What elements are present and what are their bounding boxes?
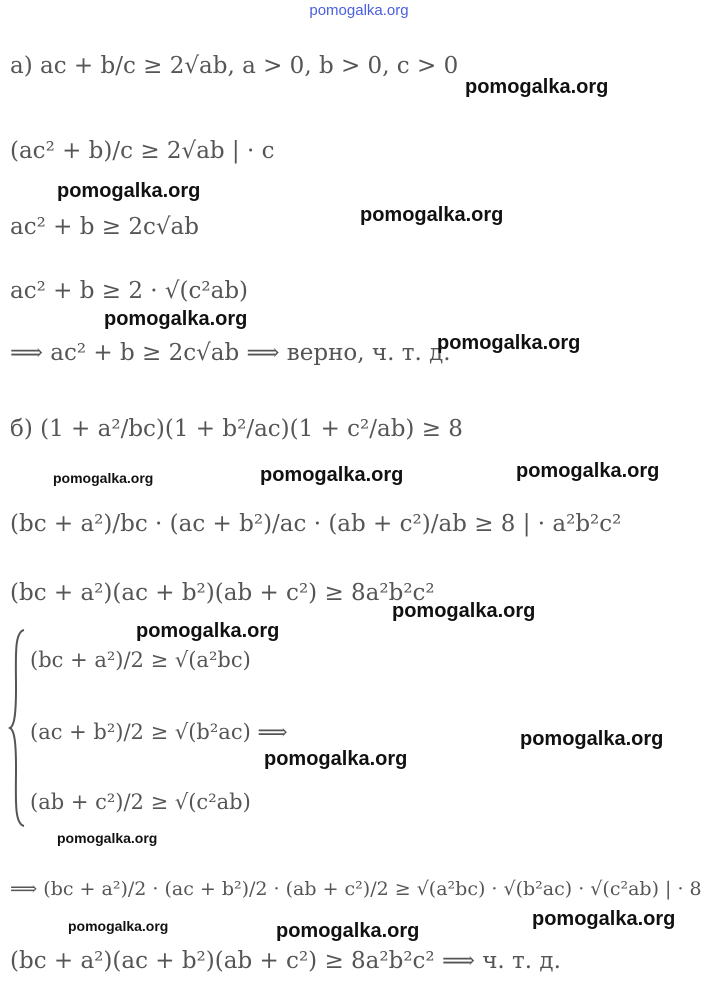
formula-b-step2 bbox=[10, 582, 435, 605]
watermark-text: pomogalka.org bbox=[264, 748, 408, 770]
formula-b-condition bbox=[10, 418, 463, 441]
formula-a-step2 bbox=[10, 216, 199, 239]
formula-text: (bc + a²)/bc · (ac + b²)/ac · (ab + c²)/ab ≥ 8 | · a²b²c² bbox=[10, 511, 622, 537]
formula-text: а) ac + b/c ≥ 2√ab, a > 0, b > 0, c > 0 bbox=[10, 53, 459, 79]
watermark-text: pomogalka.org bbox=[360, 204, 504, 226]
formula-a-result bbox=[10, 342, 451, 365]
site-header-link[interactable]: pomogalka.org bbox=[309, 2, 409, 19]
formula-a-condition bbox=[10, 55, 458, 78]
formula-text: ⟹ (bc + a²)/2 · (ac + b²)/2 · (ab + c²)/2 ≥ √(a²bc) · √(b²ac) · √(c²ab) | · 8 bbox=[10, 878, 702, 900]
formula-b-system-1 bbox=[30, 650, 251, 671]
formula-b-system-2 bbox=[30, 722, 288, 743]
formula-text: ac² + b ≥ 2c√ab bbox=[10, 214, 199, 240]
system-brace-icon bbox=[8, 628, 26, 828]
formula-text: (bc + a²)(ac + b²)(ab + c²) ≥ 8a²b²c² bbox=[10, 580, 435, 606]
watermark-text: pomogalka.org bbox=[57, 180, 201, 202]
formula-text: б) (1 + a²/bc)(1 + b²/ac)(1 + c²/ab) ≥ 8 bbox=[10, 416, 463, 442]
watermark-text: pomogalka.org bbox=[104, 308, 248, 330]
formula-a-step1 bbox=[10, 140, 275, 163]
formula-b-step3 bbox=[10, 880, 702, 899]
formula-text: (ac + b²)/2 ≥ √(b²ac) ⟹ bbox=[30, 720, 288, 744]
formula-b-system-3 bbox=[30, 792, 251, 813]
watermark-text: pomogalka.org bbox=[68, 918, 169, 934]
formula-b-step1 bbox=[10, 513, 621, 536]
watermark-text: pomogalka.org bbox=[53, 470, 154, 486]
formula-b-result bbox=[10, 950, 561, 973]
watermark-text: pomogalka.org bbox=[465, 76, 609, 98]
watermark-text: pomogalka.org bbox=[437, 332, 581, 354]
formula-text: ac² + b ≥ 2 · √(c²ab) bbox=[10, 278, 249, 304]
watermark-text: pomogalka.org bbox=[260, 464, 404, 486]
watermark-text: pomogalka.org bbox=[520, 728, 664, 750]
formula-text: (bc + a²)/2 ≥ √(a²bc) bbox=[30, 648, 251, 672]
watermark-text: pomogalka.org bbox=[136, 620, 280, 642]
formula-text: (bc + a²)(ac + b²)(ab + c²) ≥ 8a²b²c² ⟹ ч. т. д. bbox=[10, 948, 561, 974]
watermark-text: pomogalka.org bbox=[57, 830, 158, 846]
watermark-text: pomogalka.org bbox=[392, 600, 536, 622]
formula-text: (ab + c²)/2 ≥ √(c²ab) bbox=[30, 790, 251, 814]
watermark-text: pomogalka.org bbox=[276, 920, 420, 942]
formula-text: (ac² + b)/c ≥ 2√ab | · c bbox=[10, 138, 275, 164]
formula-a-step3 bbox=[10, 280, 248, 303]
watermark-text: pomogalka.org bbox=[532, 908, 676, 930]
formula-text: ⟹ ac² + b ≥ 2c√ab ⟹ верно, ч. т. д. bbox=[10, 340, 451, 366]
watermark-text: pomogalka.org bbox=[516, 460, 660, 482]
